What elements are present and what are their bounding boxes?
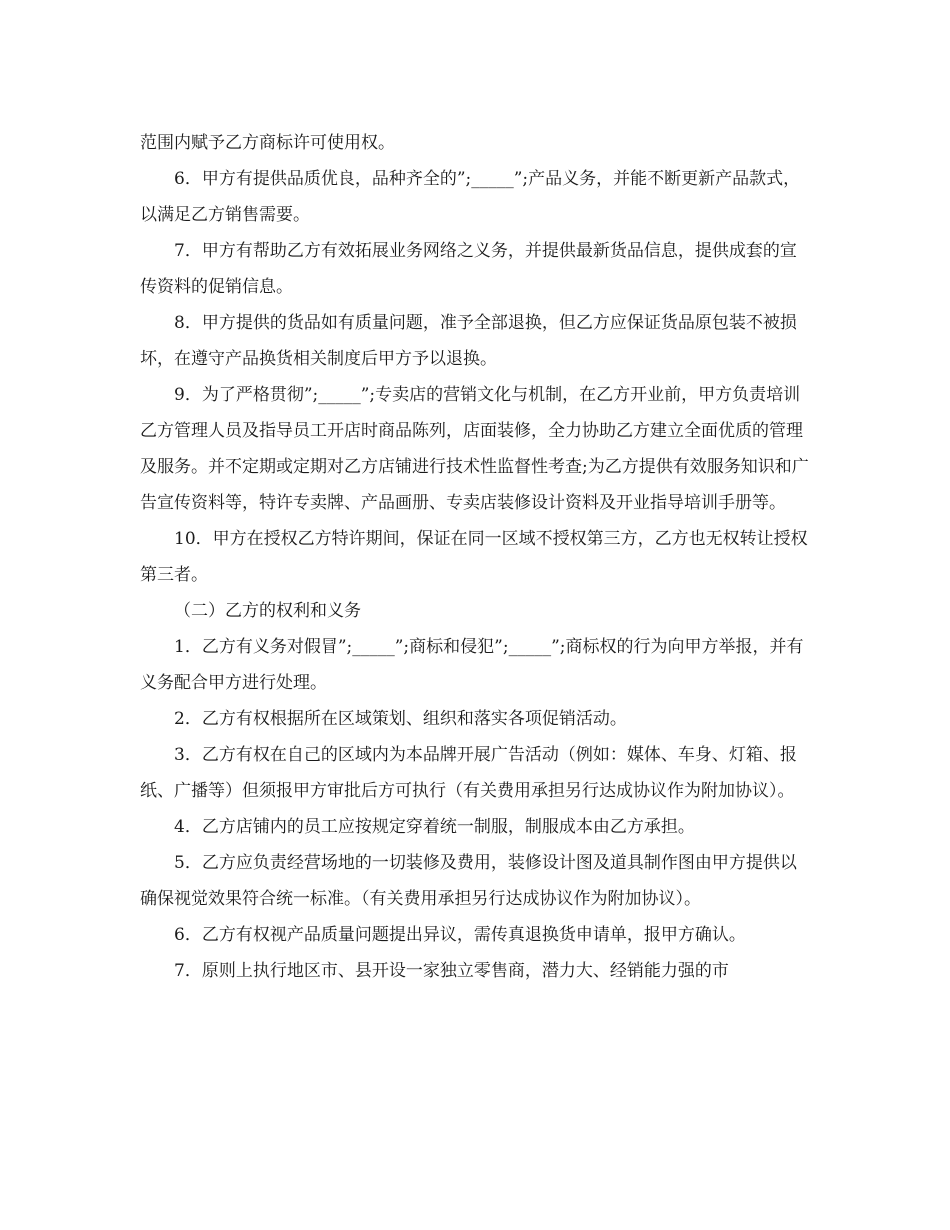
- clause-party-b-3: 3．乙方有权在自己的区域内为本品牌开展广告活动（例如：媒体、车身、灯箱、报纸、广播等）但须报甲方审批后方可执行（有关费用承担另行达成协议作为附加协议）。: [140, 745, 797, 801]
- clause-party-a-8: 8．甲方提供的货品如有质量问题，准予全部退换，但乙方应保证货品原包装不被损坏，在遵守产品换货相关制度后甲方予以退换。: [140, 313, 797, 369]
- document-body: [140, 125, 812, 989]
- clause-party-b-4: 4．乙方店铺内的员工应按规定穿着统一制服，制服成本由乙方承担。: [174, 817, 695, 837]
- clause-party-a-6: 6．甲方有提供品质优良，品种齐全的”;_____”;产品义务，并能不断更新产品款式，以满足乙方销售需要。: [140, 169, 801, 225]
- paragraph-continuation: 范围内赋予乙方商标许可使用权。: [140, 133, 395, 153]
- clause-party-b-7: 7．原则上执行地区市、县开设一家独立零售商，潜力大、经销能力强的市: [174, 961, 729, 981]
- clause-party-b-1: 1．乙方有义务对假冒”;_____”;商标和侵犯”;_____”;商标权的行为向甲方举报，并有义务配合甲方进行处理。: [140, 637, 804, 693]
- clause-party-b-6: 6．乙方有权视产品质量问题提出异议，需传真退换货申请单，报甲方确认。: [174, 925, 746, 945]
- section-heading-party-b: （二）乙方的权利和义务: [174, 601, 361, 621]
- clause-party-b-2: 2．乙方有权根据所在区域策划、组织和落实各项促销活动。: [174, 709, 627, 729]
- clause-party-b-5: 5．乙方应负责经营场地的一切装修及费用，装修设计图及道具制作图由甲方提供以确保视觉效果符合统一标准。（有关费用承担另行达成协议作为附加协议）。: [140, 853, 797, 909]
- clause-party-a-9: 9．为了严格贯彻”;_____”;专卖店的营销文化与机制，在乙方开业前，甲方负责培训乙方管理人员及指导员工开店时商品陈列，店面装修，全力协助乙方建立全面优质的管理及服务。并不定期或定期对乙方店铺进行技术性监督性考查;为乙方提供有效服务知识和广告宣传资料等，特许专卖牌、产品画册、专卖店装修设计资料及开业指导培训手册等。: [140, 385, 809, 513]
- clause-party-a-10: 10．甲方在授权乙方特许期间，保证在同一区域不授权第三方，乙方也无权转让授权第三者。: [140, 529, 808, 585]
- clause-party-a-7: 7．甲方有帮助乙方有效拓展业务网络之义务，并提供最新货品信息，提供成套的宣传资料的促销信息。: [140, 241, 797, 297]
